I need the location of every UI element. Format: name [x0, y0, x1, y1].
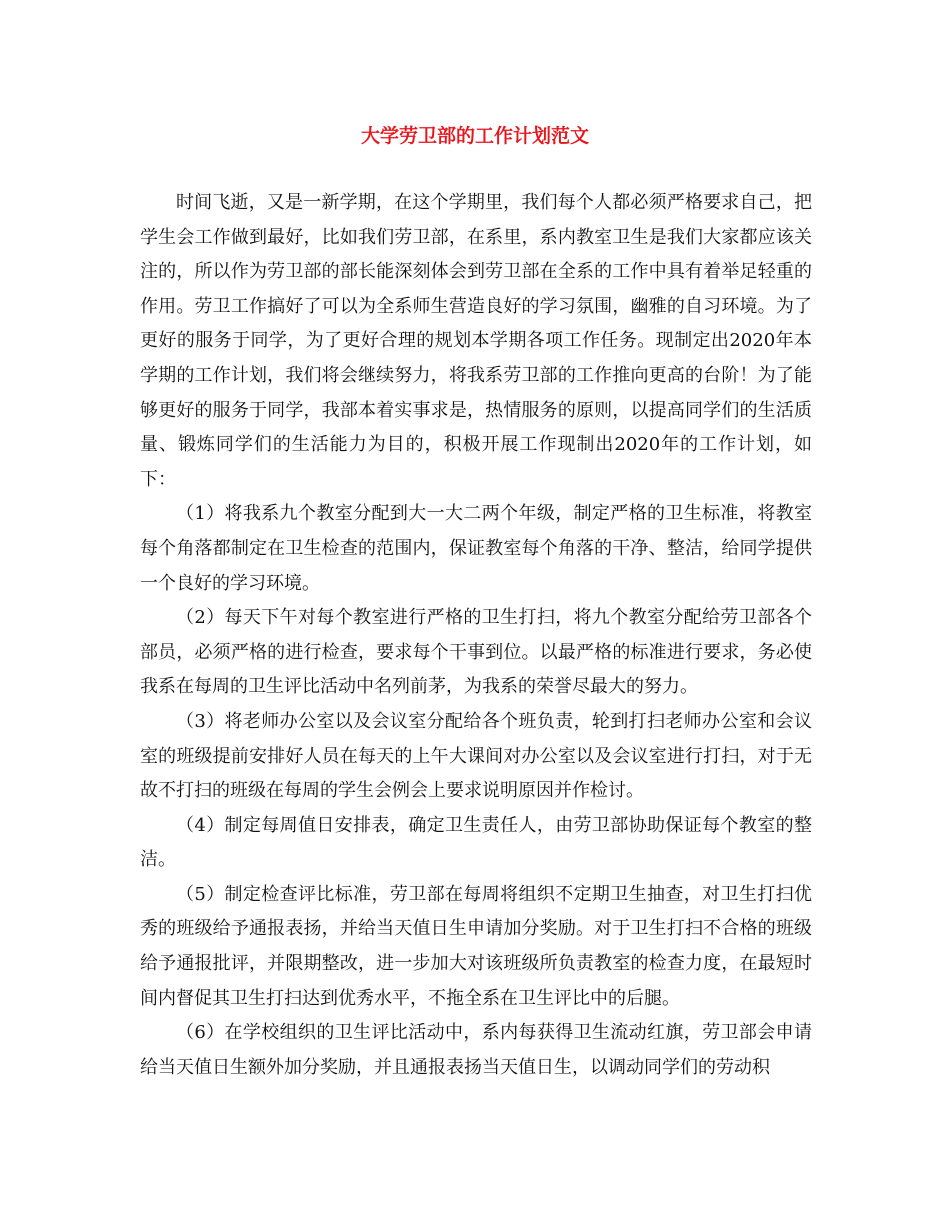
document-body	[140, 186, 812, 1085]
plan-item-3: （3）将老师办公室以及会议室分配给各个班负责，轮到打扫老师办公室和会议室的班级提前安排好人员在每天的上午大课间对办公室以及会议室进行打扫，对于无故不打扫的班级在每周的学生会例会上要求说明原因并作检讨。	[140, 710, 812, 802]
document-title: 大学劳卫部的工作计划范文	[360, 125, 589, 147]
plan-item-1: （1）将我系九个教室分配到大一大二两个年级，制定严格的卫生标准，将教室每个角落都制定在卫生检查的范围内，保证教室每个角落的干净、整洁，给同学提供一个良好的学习环境。	[140, 503, 812, 594]
plan-item-6: （6）在学校组织的卫生评比活动中，系内每获得卫生流动红旗，劳卫部会申请给当天值日生额外加分奖励，并且通报表扬当天值日生，以调动同学们的劳动积	[140, 1022, 812, 1078]
intro-paragraph: 时间飞逝，又是一新学期，在这个学期里，我们每个人都必须严格要求自己，把学生会工作做到最好，比如我们劳卫部，在系里，系内教室卫生是我们大家都应该关注的，所以作为劳卫部的部长能深刻体会到劳卫部在全系的工作中具有着举足轻重的作用。劳卫工作搞好了可以为全系师生营造良好的学习氛围，幽雅的自习环境。为了更好的服务于同学，为了更好合理的规划本学期各项工作任务。现制定出2020年本学期的工作计划，我们将会继续努力，将我系劳卫部的工作推向更高的台阶！为了能够更好的服务于同学，我部本着实事求是，热情服务的原则，以提高同学们的生活质量、锻炼同学们的生活能力为目的，积极开展工作现制出2020年的工作计划，如下：	[140, 192, 812, 490]
plan-item-2: （2）每天下午对每个教室进行严格的卫生打扫，将九个教室分配给劳卫部各个部员，必须严格的进行检查，要求每个干事到位。以最严格的标准进行要求，务必使我系在每周的卫生评比活动中名列前茅，为我系的荣誉尽最大的努力。	[140, 607, 812, 698]
plan-item-5: （5）制定检查评比标准，劳卫部在每周将组织不定期卫生抽查，对卫生打扫优秀的班级给予通报表扬，并给当天值日生申请加分奖励。对于卫生打扫不合格的班级给予通报批评，并限期整改，进一步加大对该班级所负责教室的检查力度，在最短时间内督促其卫生打扫达到优秀水平，不拖全系在卫生评比中的后腿。	[140, 883, 812, 1009]
plan-item-4: （4）制定每周值日安排表，确定卫生责任人，由劳卫部协助保证每个教室的整洁。	[140, 814, 812, 871]
